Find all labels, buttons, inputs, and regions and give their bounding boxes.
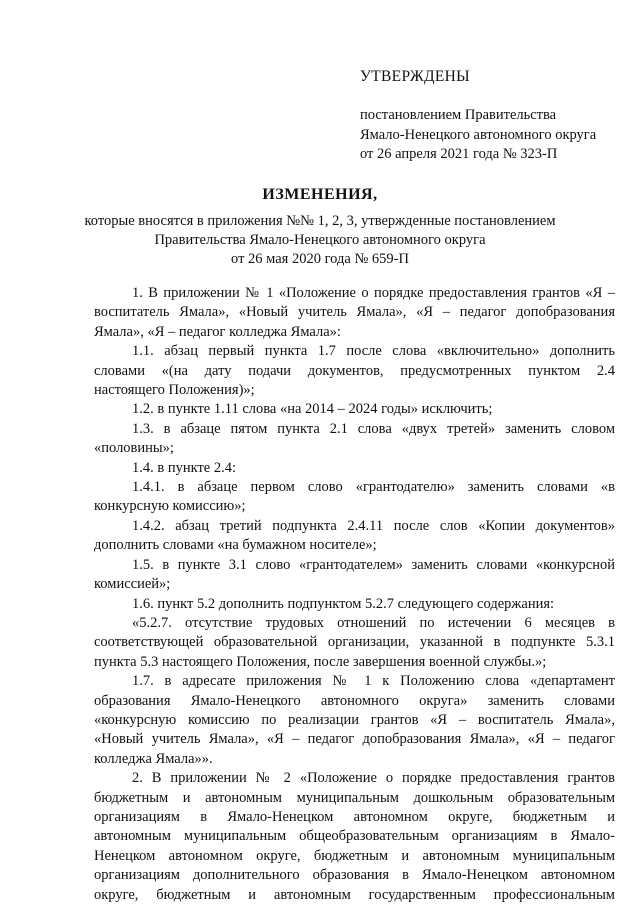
document-subtitle — [0, 212, 640, 269]
body-line: 1.2. в пункте 1.11 слова «на 2014 – 2024 годы» исключить; — [132, 401, 493, 418]
body-line: 1.3. в абзаце пятом пункта 2.1 слова «двух третей» заменить словом — [132, 420, 615, 437]
body-line: 1. В приложении № 1 «Положение о порядке предоставления грантов «Я – — [132, 285, 615, 301]
body-line: 1.4.1. в абзаце первом слово «грантодателю» заменить словами «в — [132, 479, 615, 496]
body-line: организациям дополнительного образования в Ямало-Ненецком автономном — [94, 867, 615, 884]
body-line: 1.1. абзац первый пункта 1.7 после слова «включительно» дополнить — [132, 343, 615, 360]
body-line: комиссией»; — [94, 576, 171, 593]
body-line: «конкурсную комиссию по реализации грантов «Я – воспитатель Ямала», — [94, 711, 615, 728]
body-line: организациям в Ямало-Ненецком автономном округе, бюджетным и — [94, 808, 615, 825]
body-line: воспитатель Ямала», «Новый учитель Ямала», «Я – педагог допобразования — [94, 304, 615, 321]
body-line: Ненецком автономном округе, бюджетным и автономным муниципальным — [94, 847, 615, 864]
body-line: округе, бюджетным и автономным государственным профессиональным — [94, 886, 615, 903]
body-line: образования Ямало-Ненецкого автономного округа» заменить словами — [94, 692, 615, 709]
body-line: настоящего Положения)»; — [94, 382, 255, 399]
approval-block — [360, 106, 596, 165]
approval-line: постановлением Правительства — [360, 107, 557, 123]
body-line: 1.5. в пункте 3.1 слово «грантодателем» заменить словами «конкурсной — [132, 556, 615, 573]
body-line: соответствующей образовательной организации, указанной в подпункте 5.3.1 — [94, 634, 615, 651]
body-line: 1.4. в пункте 2.4: — [132, 459, 237, 476]
body-line: Ямала», «Я – педагог колледжа Ямала»: — [94, 323, 341, 340]
body-line: автономным муниципальным общеобразовательным организациям в Ямало- — [94, 828, 615, 845]
subtitle-line: от 26 мая 2020 года № 659-П — [231, 251, 409, 267]
document-title: ИЗМЕНЕНИЯ, — [262, 186, 378, 203]
body-line: словами «(на дату подачи документов, предусмотренных пунктом 2.4 — [94, 362, 615, 379]
body-line: конкурсную комиссию»; — [94, 498, 246, 515]
body-line: колледжа Ямала»». — [94, 750, 213, 767]
body-line: пункта 5.3 настоящего Положения, после завершения военной службы.»; — [94, 653, 547, 670]
approval-title: УТВЕРЖДЕНЫ — [360, 68, 470, 85]
approval-line: Ямало-Ненецкого автономного округа — [360, 126, 597, 143]
body-line: бюджетным и автономным муниципальным дошкольным образовательным — [94, 789, 615, 806]
subtitle-line: Правительства Ямало-Ненецкого автономного округа — [154, 232, 486, 248]
document-body — [94, 284, 615, 905]
body-line: «половины»; — [94, 440, 174, 457]
body-line: «Новый учитель Ямала», «Я – педагог допобразования Ямала», «Я – педагог — [94, 731, 615, 748]
subtitle-line: которые вносятся в приложения №№ 1, 2, 3, утвержденные постановлением — [84, 213, 556, 229]
approval-line: от 26 апреля 2021 года № 323-П — [360, 146, 558, 162]
body-line: 1.6. пункт 5.2 дополнить подпунктом 5.2.7 следующего содержания: — [132, 595, 555, 612]
body-line: 2. В приложении № 2 «Положение о порядке предоставления грантов — [132, 770, 615, 787]
body-line: «5.2.7. отсутствие трудовых отношений по истечении 6 месяцев в — [132, 614, 615, 631]
body-line: 1.4.2. абзац третий подпункта 2.4.11 после слов «Копии документов» — [132, 517, 615, 534]
body-line: 1.7. в адресате приложения № 1 к Положению слова «департамент — [132, 673, 615, 690]
body-line: дополнить словами «на бумажном носителе»; — [94, 537, 377, 554]
